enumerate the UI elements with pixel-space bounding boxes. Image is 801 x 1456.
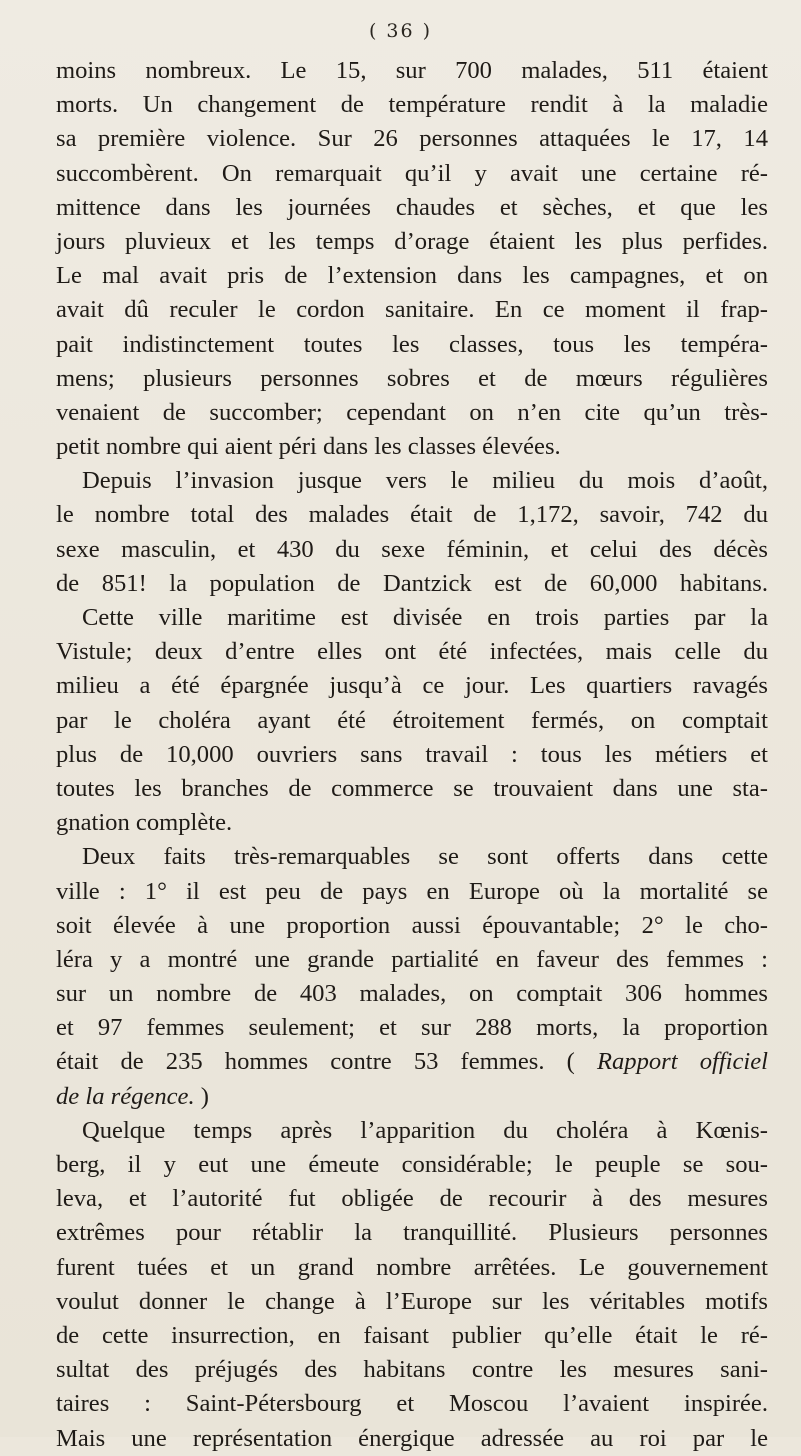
text-line-with-citation: [56, 1045, 768, 1079]
page-number: ( 36 ): [368, 20, 433, 42]
text-line: succombèrent. On remarquait qu’il y avait une certaine ré-: [56, 159, 768, 187]
text-line-citation-end: [56, 1080, 768, 1114]
text-line: pait indistinctement toutes les classes, tous les tempéra-: [56, 330, 768, 358]
text-line: mens; plusieurs personnes sobres et de mœurs régulières: [56, 364, 768, 392]
text-line: Quelque temps après l’apparition du choléra à Kœnis-: [82, 1116, 768, 1144]
text-line: extrêmes pour rétablir la tranquillité. Plusieurs personnes: [56, 1219, 768, 1247]
text-line: Vistule; deux d’entre elles ont été infectées, mais celle du: [56, 638, 768, 666]
text-line: Deux faits très-remarquables se sont offerts dans cette: [82, 843, 768, 871]
text-line: gnation complète.: [56, 809, 233, 837]
text-line: et 97 femmes seulement; et sur 288 morts, la proportion: [56, 1014, 768, 1042]
body-text: [56, 54, 768, 1456]
text-line: le nombre total des malades était de 1,172, savoir, 742 du: [56, 501, 768, 529]
text-line: mittence dans les journées chaudes et sèches, et que les: [56, 193, 768, 221]
text-line: sa première violence. Sur 26 personnes attaquées le 17, 14: [56, 125, 768, 153]
text-line: sur un nombre de 403 malades, on comptait 306 hommes: [56, 980, 768, 1008]
text-line: léra y a montré une grande partialité en faveur des femmes :: [56, 945, 768, 973]
text-line: voulut donner le change à l’Europe sur les véritables motifs: [56, 1287, 768, 1315]
text-line: ville : 1° il est peu de pays en Europe où la mortalité se: [56, 877, 768, 905]
text-line: milieu a été épargnée jusqu’à ce jour. Les quartiers ravagés: [56, 672, 768, 700]
text-line: morts. Un changement de température rendit à la maladie: [56, 91, 768, 119]
text-line: avait dû reculer le cordon sanitaire. En ce moment il frap-: [56, 296, 768, 324]
text-line: taires : Saint-Pétersbourg et Moscou l’avaient inspirée.: [56, 1390, 768, 1418]
text-line: berg, il y eut une émeute considérable; le peuple se sou-: [56, 1151, 768, 1178]
text-line: par le choléra ayant été étroitement fermés, on comptait: [56, 706, 768, 734]
text-line: Cette ville maritime est divisée en trois parties par la: [82, 604, 768, 631]
text-line: de cette insurrection, en faisant publier qu’elle était le ré-: [56, 1321, 768, 1349]
text-line: plus de 10,000 ouvriers sans travail : tous les métiers et: [56, 740, 768, 768]
text-line: sultat des préjugés des habitans contre les mesures sani-: [56, 1356, 768, 1384]
citation-italic: de la régence.: [56, 1082, 195, 1110]
text-line: petit nombre qui aient péri dans les classes élevées.: [56, 433, 561, 461]
citation-close: ): [200, 1082, 209, 1110]
text-line: sexe masculin, et 430 du sexe féminin, et celui des décès: [56, 535, 768, 563]
text-line: Mais une représentation énergique adressée au roi par le: [56, 1424, 768, 1452]
text-line: furent tuées et un grand nombre arrêtées. Le gouvernement: [56, 1253, 768, 1281]
text-segment: était de 235 hommes contre 53 femmes. (: [56, 1048, 575, 1076]
text-line: soit élevée à une proportion aussi épouvantable; 2° le cho-: [56, 911, 768, 939]
text-line: Le mal avait pris de l’extension dans les campagnes, et on: [56, 262, 768, 290]
text-line: venaient de succomber; cependant on n’en cite qu’un très-: [56, 398, 768, 426]
text-line: de 851! la population de Dantzick est de 60,000 habitans.: [56, 569, 768, 597]
text-line: toutes les branches de commerce se trouvaient dans une sta-: [56, 774, 768, 802]
citation-italic: Rapport officiel: [596, 1048, 768, 1076]
text-line: moins nombreux. Le 15, sur 700 malades, 511 étaient: [56, 57, 768, 84]
text-line: Depuis l’invasion jusque vers le milieu du mois d’août,: [82, 467, 768, 495]
text-line: leva, et l’autorité fut obligée de recourir à des mesures: [56, 1185, 768, 1213]
text-line: jours pluvieux et les temps d’orage étaient les plus perfides.: [56, 227, 768, 255]
